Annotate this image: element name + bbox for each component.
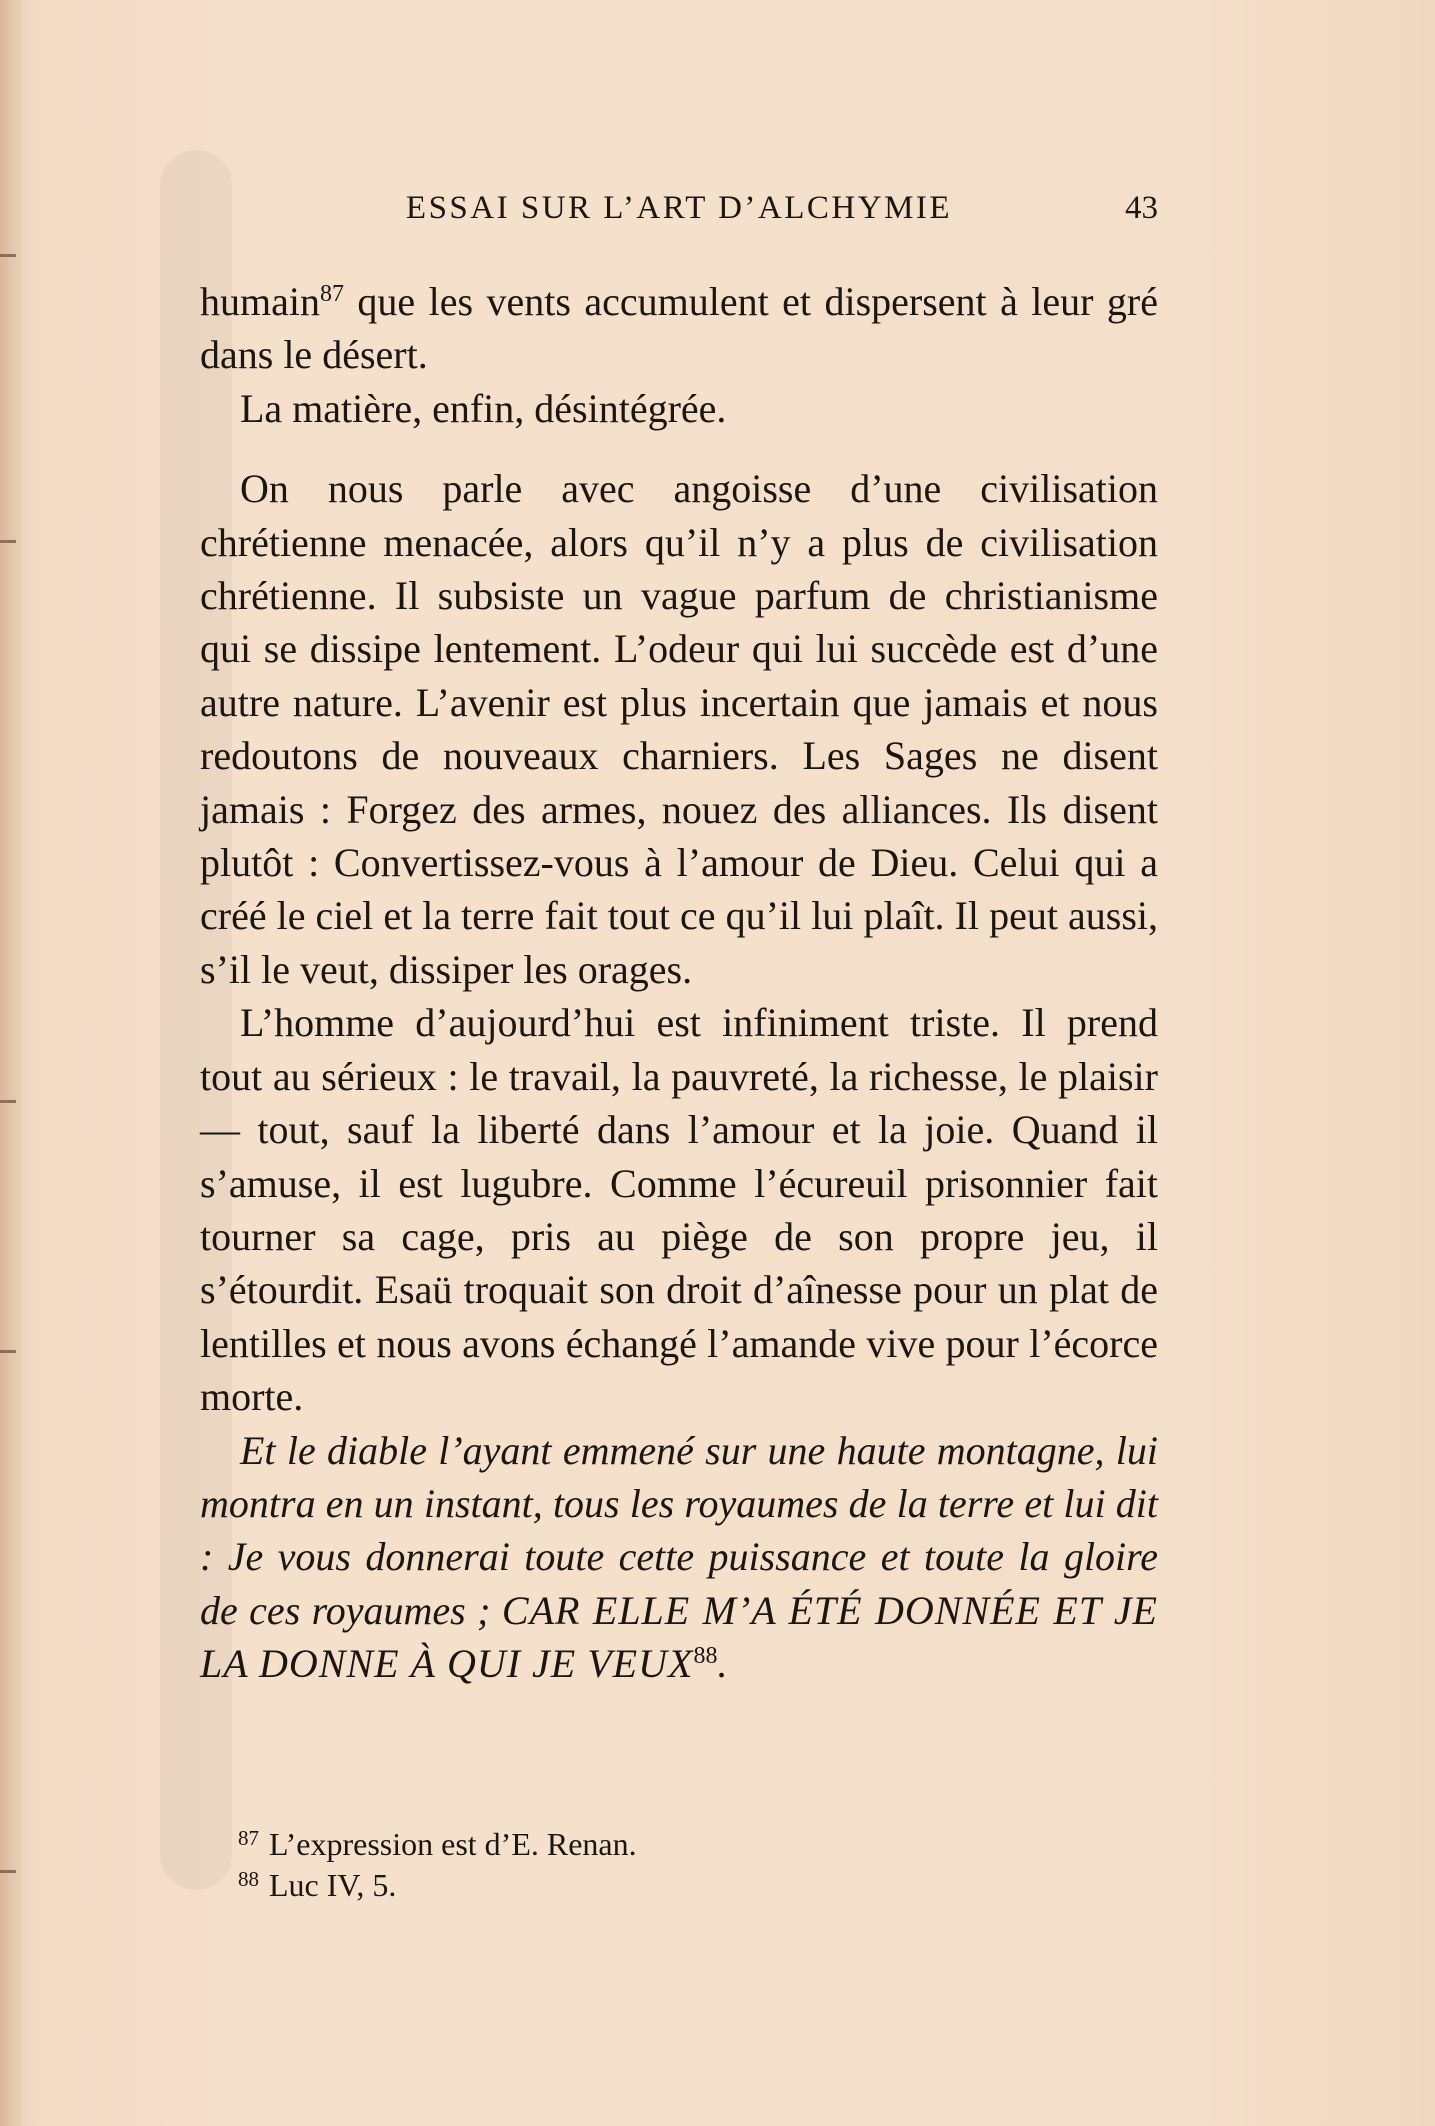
edge-mark: [0, 1350, 16, 1353]
footnote-ref: 87: [319, 281, 344, 307]
edge-mark: [0, 254, 16, 257]
paragraph: On nous parle avec angoisse d’une civilisation chrétienne menacée, alors qu’il n’y a plus de civilisation chrétienne. Il subsiste un vague parfum de christianisme qui se dissipe lentement. L’odeur qui lui succède est d’une autre nature. L’avenir est plus incertain que jamais et nous redoutons de nouveaux charniers. Les Sages ne disent jamais : Forgez des armes, nouez des alliances. Ils disent plutôt : Convertissez-vous à l’amour de Dieu. Celui qui a créé le ciel et la terre fait tout ce qu’il lui plaît. Il peut aussi, s’il le veut, dissiper les orages.: [200, 466, 1158, 992]
quotation-end: .: [717, 1641, 728, 1687]
quotation-caps: CAR ELLE M’A ÉTÉ DONNÉE ET JE LA DONNE À QUI JE VEUX: [200, 1587, 1158, 1687]
quotation-paragraph: [200, 1424, 1158, 1691]
page-number: 43: [1125, 190, 1158, 226]
running-header: [200, 190, 1158, 234]
paragraph-text: humain: [200, 279, 320, 324]
running-title: ESSAI SUR L’ART D’ALCHYMIE: [405, 190, 953, 226]
footnote-ref: 88: [693, 1643, 718, 1670]
footnotes: [238, 1824, 637, 1906]
body-text: [200, 275, 1158, 1691]
footnote-number: 87: [238, 1826, 259, 1850]
edge-mark: [0, 1100, 16, 1103]
footnote-number: 88: [238, 1867, 259, 1891]
paragraph: [200, 275, 1158, 382]
quotation-text: Et le diable l’ayant emmené sur une haute montagne, lui montra en un instant, tous les royaumes de la terre et lui dit : Je vous donnerai toute cette puissance et toute la gloire de ces royaumes ;: [200, 1427, 1158, 1633]
footnote: [238, 1824, 637, 1865]
page-gutter: [0, 0, 22, 2126]
paragraph: La matière, enfin, désintégrée.: [240, 385, 727, 431]
paragraph: L’homme d’aujourd’hui est infiniment triste. Il prend tout au sérieux : le travail, la pauvreté, la richesse, le plaisir — tout, sauf la liberté dans l’amour et la joie. Quand il s’amuse, il est lugubre. Comme l’écureuil prisonnier fait tourner sa cage, pris au piège de son propre jeu, il s’étourdit. Esaü troquait son droit d’aînesse pour un plat de lentilles et nous avons échangé l’amande vive pour l’écorce morte.: [200, 1000, 1158, 1420]
paragraph-text: que les vents accumulent et dispersent à leur gré dans le désert.: [200, 279, 1158, 378]
footnote-text: Luc IV, 5.: [269, 1867, 397, 1903]
footnote: [238, 1865, 637, 1906]
edge-mark: [0, 540, 16, 543]
edge-mark: [0, 1870, 16, 1873]
footnote-text: L’expression est d’E. Renan.: [269, 1826, 637, 1862]
